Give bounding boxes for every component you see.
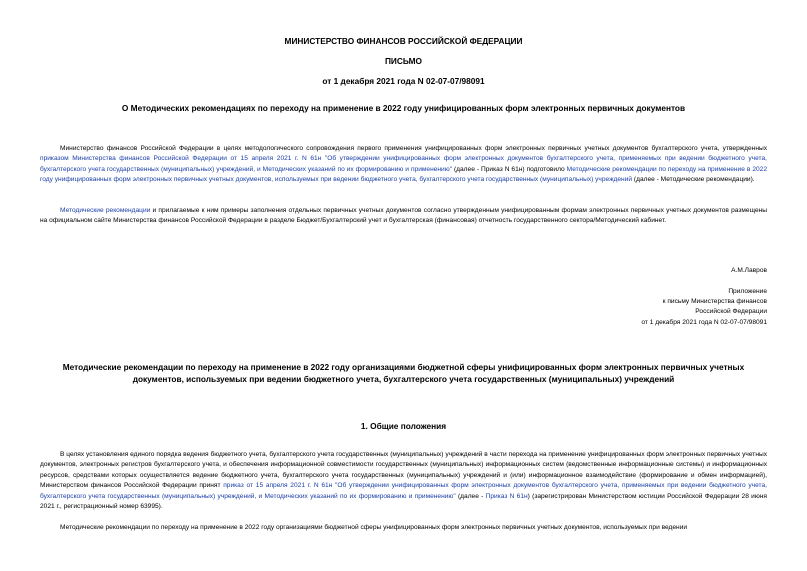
appendix-line-3: Российской Федерации bbox=[695, 308, 767, 316]
section-1-heading: 1. Общие положения bbox=[360, 421, 447, 431]
order-61n-full-link[interactable]: приказ от 15 апреля 2021 г. N 61н "Об утверждении унифицированных форм электронных документов бухгалтерского учета, применяемых при ведении бюджетного учета, бухгалтерского учета государственных (муниципальных) учреждений, и Методических указаний по их формированию и применению" bbox=[40, 482, 767, 500]
paragraph-3 bbox=[40, 450, 767, 512]
date-number-heading: от 1 декабря 2021 года N 02-07-07/98091 bbox=[322, 76, 485, 86]
subject-heading: О Методических рекомендациях по переходу на применение в 2022 году унифицированных форм электронных первичных документов bbox=[121, 103, 686, 113]
recommendations-title: Методические рекомендации по переходу на применение в 2022 году организациями бюджетной сферы унифицированных форм электронных первичных учетных документов, используемых при ведении бюджетного учета, бухгалтерского учета государственных (муниципальных) учреждений bbox=[62, 362, 745, 384]
appendix-line-4: от 1 декабря 2021 года N 02-07-07/98091 bbox=[641, 318, 767, 326]
paragraph-4 bbox=[40, 523, 767, 533]
paragraph-1-text-1: Министерство финансов Российской Федерации в целях методологического сопровождения первого применения унифицированных форм электронных первичных учетных документов бухгалтерского учета, утвержденных bbox=[60, 145, 767, 152]
paragraph-1 bbox=[40, 144, 767, 186]
order-61n-link[interactable]: приказом Министерства финансов Российской Федерации от 15 апреля 2021 г. N 61н "Об утверждении унифицированных форм электронных документов бухгалтерского учета, применяемых при ведении бюджетного учета, бухгалтерского учета государственных (муниципальных) учреждений, и Методических указаний по их формированию и применению" bbox=[40, 155, 767, 173]
paragraph-1-text-2: (далее - Приказ N 61н) подготовило bbox=[452, 165, 567, 173]
appendix-line-1: Приложение bbox=[728, 288, 767, 295]
paragraph-3-text-2: (далее - bbox=[455, 492, 486, 500]
paragraph-3-text-1: В целях установления единого порядка ведения бюджетного учета, бухгалтерского учета государственных (муниципальных) учреждений в части перехода на применение унифицированных форм электронных первичных учетных документов, электронных регистров бухгалтерского учета, и обеспечения информационной совместимости государственных (муниципальных) информационных систем (ведомственные информационные системы) и информационных ресурсов, средствами которых осуществляется ведение бюджетного учета, бухгалтерского учета государственных (муниципальных) учреждений и (или) информационное взаимодействие (формирование и обмен информацией), Министерством финансов Российской Федерации принят bbox=[40, 451, 767, 490]
ministry-heading: МИНИСТЕРСТВО ФИНАНСОВ РОССИЙСКОЙ ФЕДЕРАЦИИ bbox=[284, 36, 523, 46]
recommendations-short-link[interactable]: Методические рекомендации bbox=[60, 207, 151, 214]
paragraph-3-text-3: ) (зарегистрирован Министерством юстиции Российской Федерации 28 июня 2021 г., регистрационный номер 63995). bbox=[40, 492, 767, 511]
signature: А.М.Лавров bbox=[731, 267, 767, 274]
appendix-line-2: к письму Министерства финансов bbox=[662, 298, 767, 306]
document-type-heading: ПИСЬМО bbox=[384, 56, 423, 66]
paragraph-1-text-3: (далее - Методические рекомендации). bbox=[632, 176, 755, 184]
order-61n-short-link[interactable]: Приказ N 61н bbox=[485, 492, 528, 500]
recommendations-link[interactable]: Методические рекомендации по переходу на применение в 2022 году унифицированных форм электронных первичных учетных документов, используемых при ведении бюджетного учета, бухгалтерского учета государственных (муниципальных) учреждений bbox=[40, 165, 767, 184]
paragraph-2 bbox=[40, 206, 767, 227]
appendix-block bbox=[641, 287, 767, 328]
paragraph-4-text: Методические рекомендации по переходу на применение в 2022 году организациями бюджетной сферы унифицированных форм электронных первичных учетных документов, используемых при ведении bbox=[60, 524, 688, 531]
paragraph-2-text: и прилагаемые к ним примеры заполнения отдельных первичных учетных документов согласно утвержденным унифицированным формам электронных первичных учетных документов размещены на официальном сайте Министерства финансов Российской Федерации в разделе Бюджет/Бухгалтерский учет и бухгалтерская (финансовая) отчетность государственного сектора/Методический кабинет. bbox=[40, 207, 767, 225]
